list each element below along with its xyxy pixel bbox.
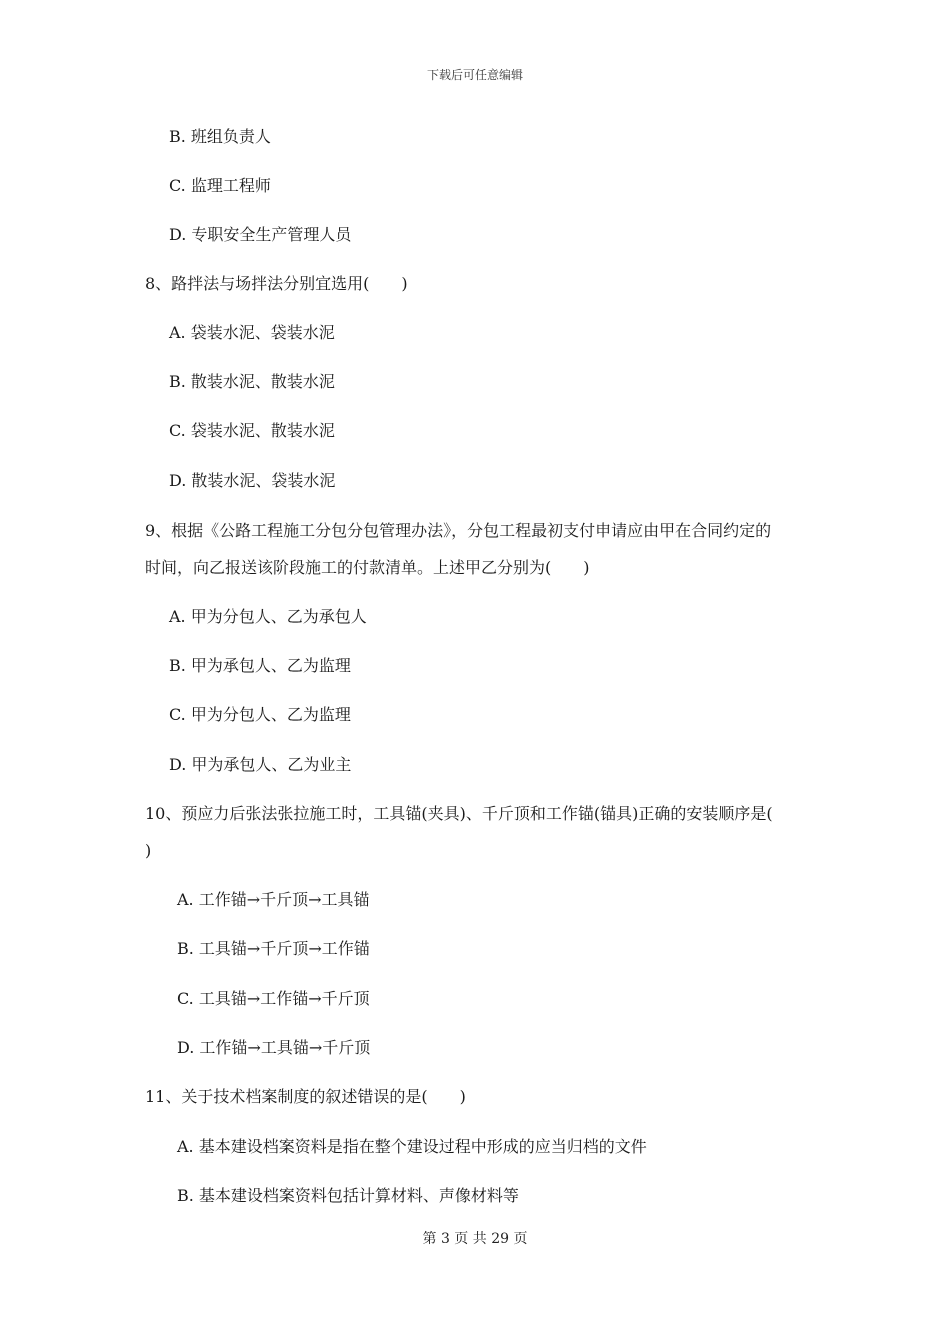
question-8: 8、路拌法与场拌法分别宜选用( ) — [145, 274, 408, 293]
option-9d: D. 甲为承包人、乙为业主 — [169, 755, 352, 774]
page-footer: 第 3 页 共 29 页 — [422, 1231, 528, 1247]
option-10c: C. 工具锚→工作锚→千斤顶 — [177, 989, 370, 1008]
option-8c: C. 袋装水泥、散装水泥 — [169, 421, 335, 440]
option-8d: D. 散装水泥、袋装水泥 — [169, 471, 336, 490]
option-7b: B. 班组负责人 — [169, 127, 271, 146]
page-header: 下载后可任意编辑 — [426, 68, 523, 82]
option-9a: A. 甲为分包人、乙为承包人 — [169, 607, 367, 626]
option-11b: B. 基本建设档案资料包括计算材料、声像材料等 — [177, 1186, 519, 1205]
option-10a: A. 工作锚→千斤顶→工具锚 — [177, 890, 370, 909]
option-9b: B. 甲为承包人、乙为监理 — [169, 656, 351, 675]
question-9-line-1: 9、根据《公路工程施工分包分包管理办法》，分包工程最初支付申请应由甲在合同约定的 — [145, 521, 772, 540]
option-10b: B. 工具锚→千斤顶→工作锚 — [177, 939, 370, 958]
option-8a: A. 袋装水泥、袋装水泥 — [169, 323, 335, 342]
option-7d: D. 专职安全生产管理人员 — [169, 225, 352, 244]
option-7c: C. 监理工程师 — [169, 176, 271, 195]
option-9c: C. 甲为分包人、乙为监理 — [169, 705, 351, 724]
option-11a: A. 基本建设档案资料是指在整个建设过程中形成的应当归档的文件 — [177, 1137, 647, 1156]
option-10d: D. 工作锚→工具锚→千斤顶 — [177, 1038, 371, 1057]
option-8b: B. 散装水泥、散装水泥 — [169, 372, 335, 391]
question-11: 11、关于技术档案制度的叙述错误的是( ) — [145, 1087, 466, 1106]
question-10-line-1: 10、预应力后张法张拉施工时，工具锚(夹具)、千斤顶和工作锚(锚具)正确的安装顺序是( — [145, 804, 773, 823]
question-9-line-2: 时间，向乙报送该阶段施工的付款清单。上述甲乙分别为( ) — [145, 558, 590, 577]
question-10-line-2: ) — [145, 841, 152, 860]
